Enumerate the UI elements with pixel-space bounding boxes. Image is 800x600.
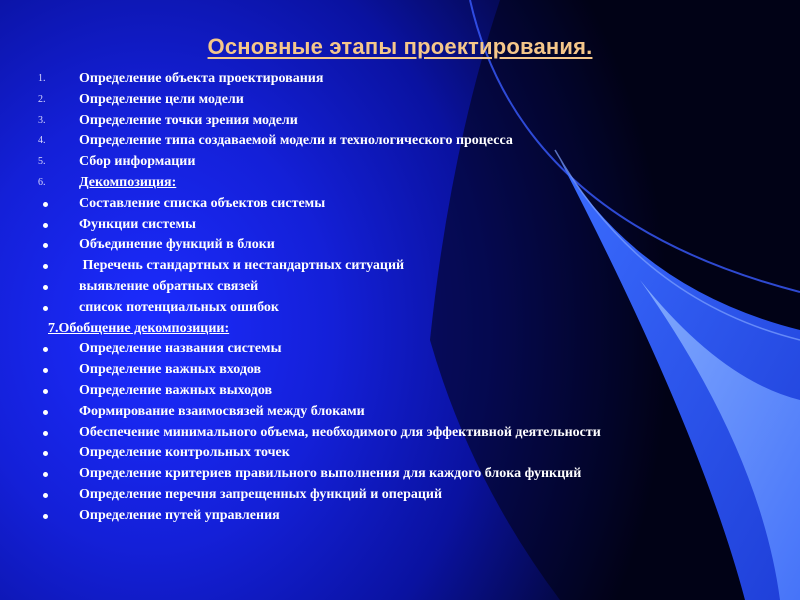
item-text: Перечень стандартных и нестандартных ситуаций <box>79 258 405 274</box>
item-text: Определение контрольных точек <box>79 445 290 461</box>
list-item <box>38 152 778 173</box>
item-number: 1. <box>38 73 46 84</box>
section-heading <box>38 319 778 340</box>
bullet-icon <box>43 451 48 456</box>
item-text: Определение важных выходов <box>79 382 273 398</box>
list-item <box>38 464 778 485</box>
list-item <box>38 111 778 132</box>
bullet-icon <box>43 410 48 415</box>
list-item <box>38 360 778 381</box>
item-text: Определение типа создаваемой модели и технологического процесса <box>79 133 513 149</box>
bullet-icon <box>43 202 48 207</box>
list-item <box>38 506 778 527</box>
generalization-heading: 7.Обобщение декомпозиции: <box>48 320 230 336</box>
item-number: 4. <box>38 135 46 147</box>
list-item <box>38 131 778 152</box>
bullet-icon <box>43 431 48 436</box>
bullet-icon <box>43 514 48 519</box>
item-text: Определение важных входов <box>79 362 262 378</box>
list-item <box>38 423 778 444</box>
item-text: список потенциальных ошибок <box>79 299 279 315</box>
list-item <box>38 298 778 319</box>
item-text: Определение перечня запрещенных функций и операций <box>79 486 443 502</box>
bullet-icon <box>43 347 48 352</box>
bullet-icon <box>43 264 48 269</box>
item-text: Определение путей управления <box>79 507 280 523</box>
item-text: Определение названия системы <box>79 341 282 357</box>
decomposition-heading: Декомпозиция: <box>79 174 177 190</box>
item-number: 6. <box>38 176 46 188</box>
list-item <box>38 256 778 277</box>
bullet-icon <box>43 243 48 248</box>
item-text: Объединение функций в блоки <box>79 237 275 253</box>
item-number: 5. <box>38 156 46 168</box>
list-item <box>38 402 778 423</box>
list-item <box>38 215 778 236</box>
item-text: Определение объекта проектирования <box>79 71 324 86</box>
bullet-icon <box>43 285 48 290</box>
list-item <box>38 173 778 194</box>
item-text: Составление списка объектов системы <box>79 195 326 211</box>
item-text: Определение критериев правильного выполнения для каждого блока функций <box>79 466 582 482</box>
list-item <box>38 381 778 402</box>
list-item <box>38 277 778 298</box>
stages-list <box>38 69 778 527</box>
bullet-icon <box>43 306 48 311</box>
list-item <box>38 194 778 215</box>
item-text: Обеспечение минимального объема, необходимого для эффективной деятельности <box>79 424 601 440</box>
bullet-icon <box>43 223 48 228</box>
bullet-icon <box>43 472 48 477</box>
item-number: 3. <box>38 114 46 126</box>
item-text: Сбор информации <box>79 154 196 170</box>
item-text: выявление обратных связей <box>79 278 259 294</box>
item-text: Определение точки зрения модели <box>79 112 298 128</box>
list-item <box>38 90 778 111</box>
slide-title: Основные этапы проектирования. <box>207 34 593 59</box>
item-text: Функции системы <box>79 216 196 232</box>
item-text: Определение цели модели <box>79 91 244 107</box>
bullet-icon <box>43 389 48 394</box>
list-item <box>38 339 778 360</box>
bullet-icon <box>43 368 48 373</box>
list-item <box>38 69 778 90</box>
list-item <box>38 485 778 506</box>
list-item <box>38 235 778 256</box>
list-item <box>38 443 778 464</box>
item-number: 2. <box>38 93 46 105</box>
item-text: Формирование взаимосвязей между блоками <box>79 403 365 419</box>
bullet-icon <box>43 493 48 498</box>
